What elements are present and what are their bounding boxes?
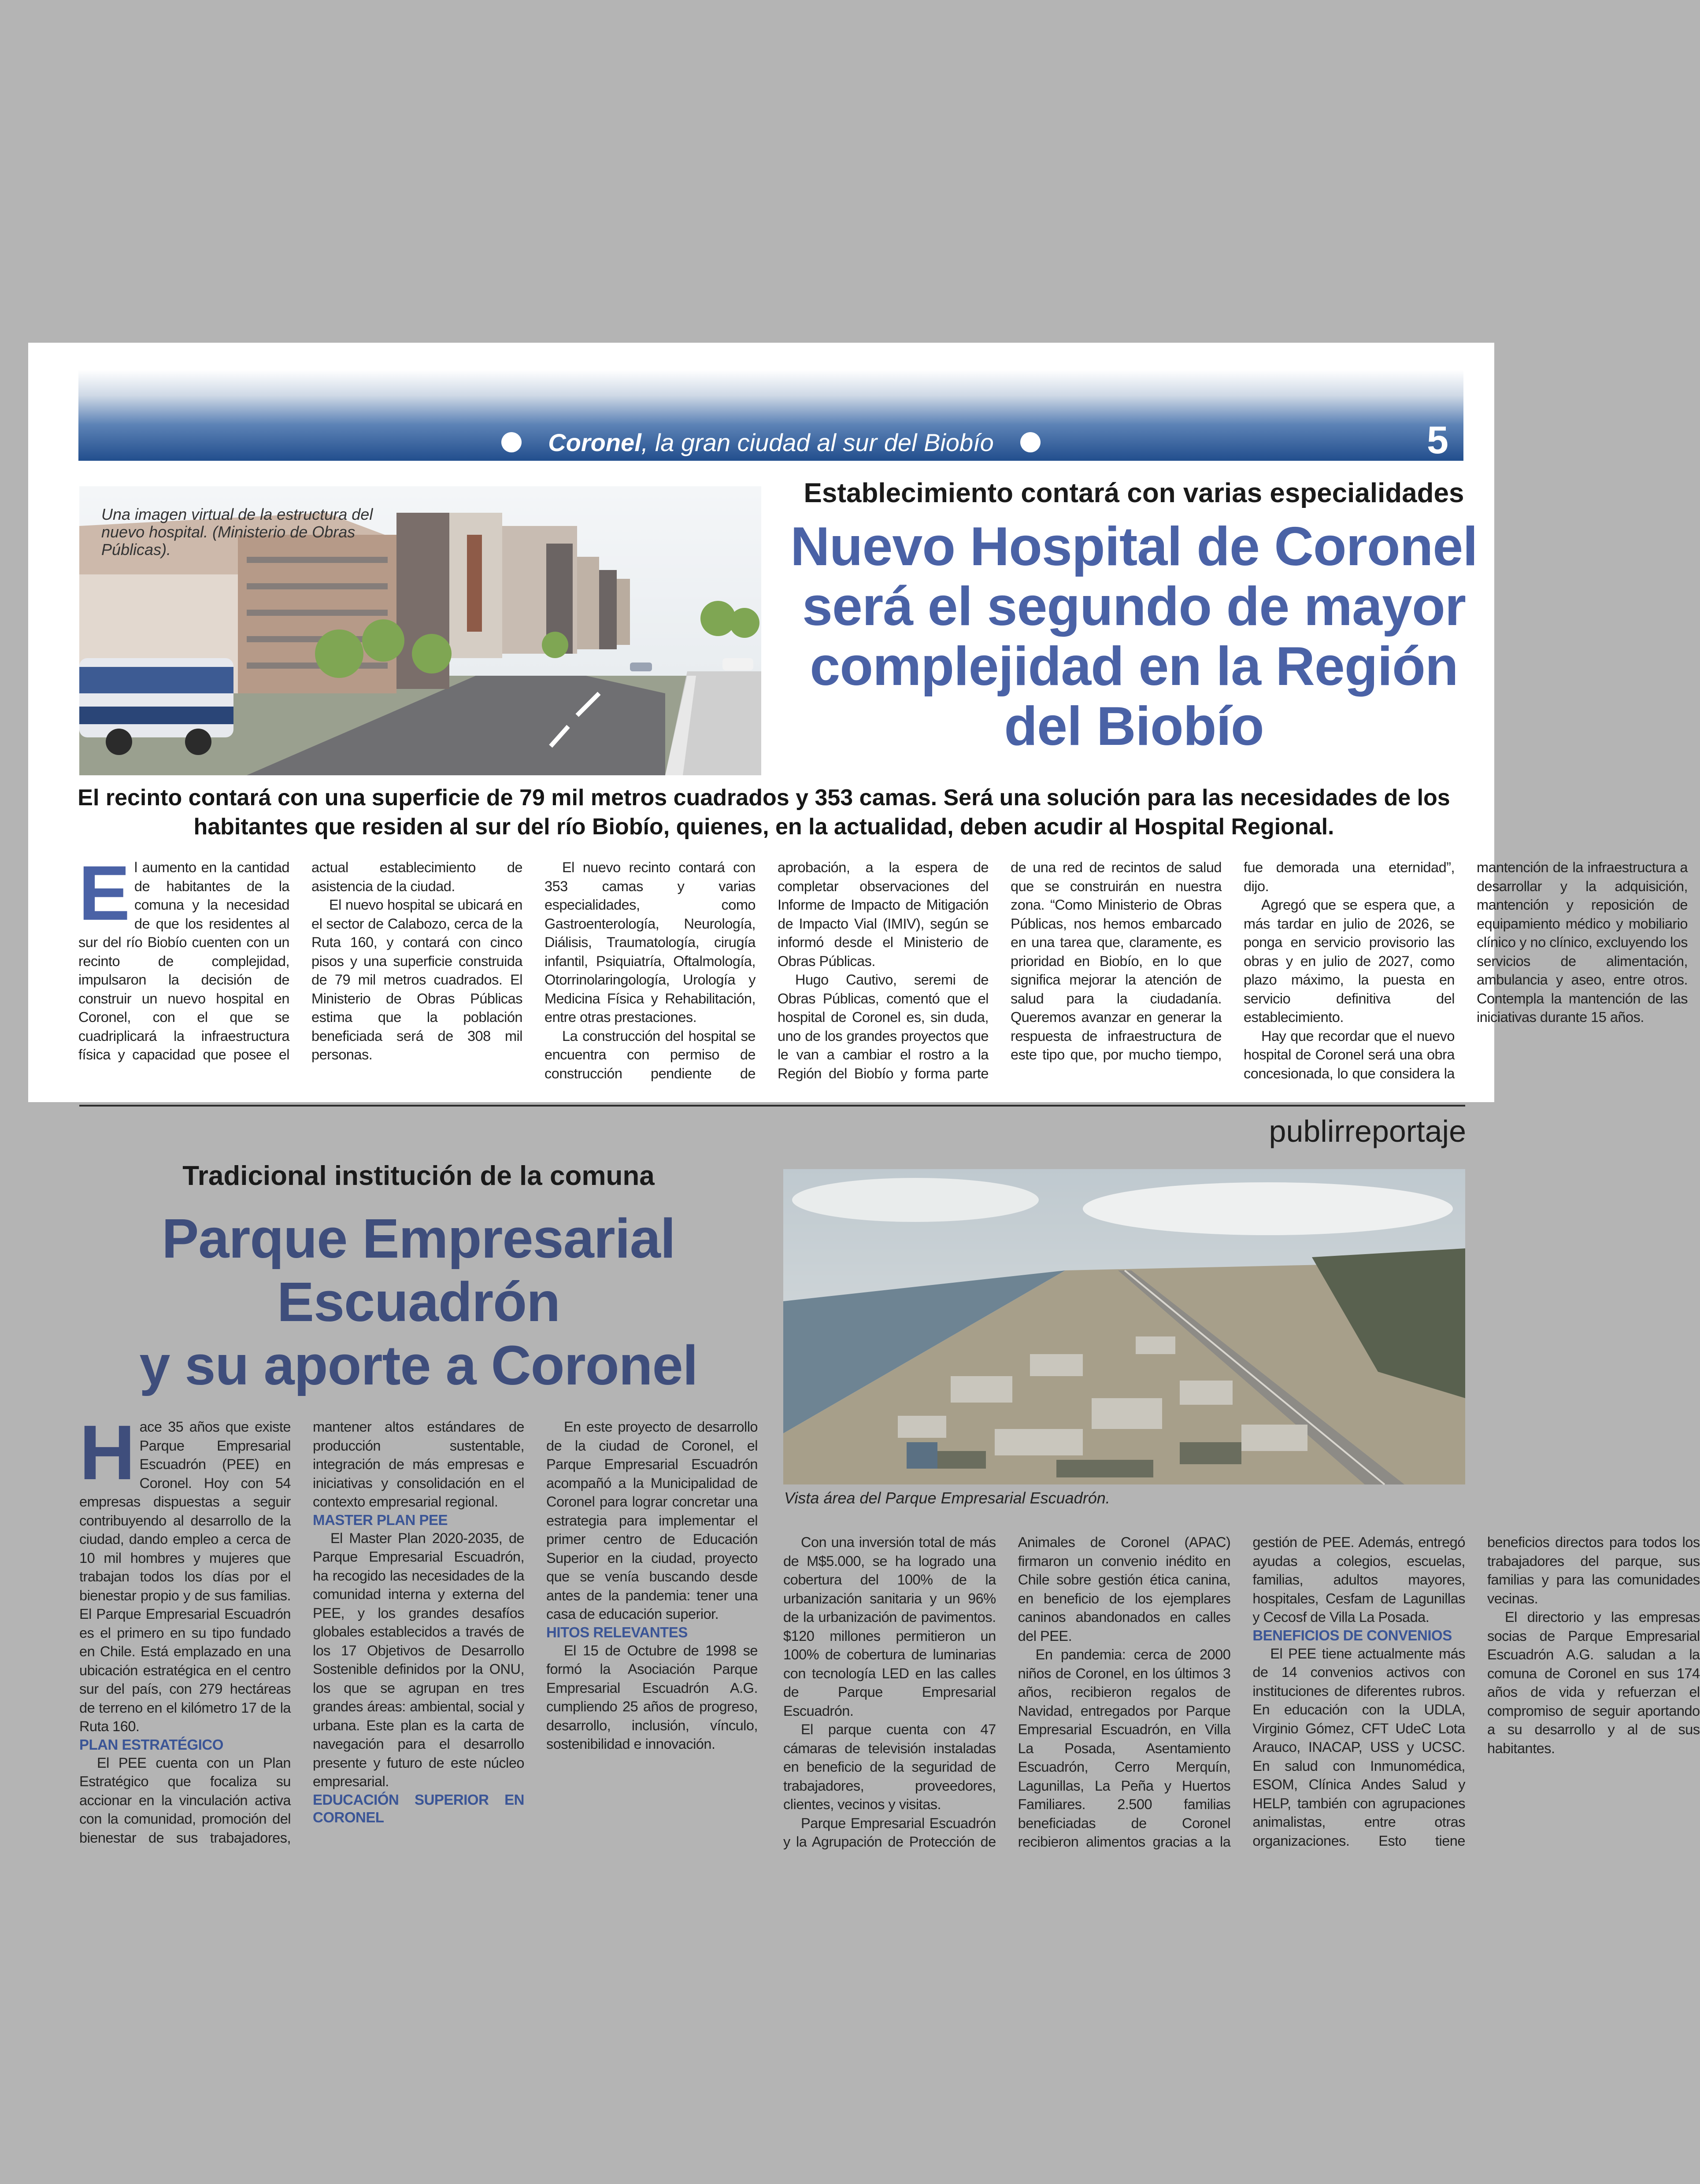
park-body-right-columns xyxy=(783,1533,1700,1859)
park-headline-line-1: Parque Empresarial xyxy=(162,1207,675,1270)
hospital-dropcap: E xyxy=(78,850,130,937)
park-headline xyxy=(79,1207,758,1397)
page-number: 5 xyxy=(1427,418,1448,462)
hospital-paragraph-2: El nuevo hospital se ubicará en el sector de Calabozo, cerca de la Ruta 160, y contará con cinco pisos y una superficie construida de 79 mil metros cuadrados. El Ministerio de Obras Públicas estima que la población beneficiada será de 308 mil personas. xyxy=(311,897,522,1062)
section-header-band xyxy=(78,370,1463,461)
park-paragraph-8: Parque Empresarial Escuadrón y la Agrupación de Protección de Animales de Coronel (APAC) firmaron un convenio inédito en Chile sobre gestión ética canina, en beneficio de los ejemplares caninos abandonados en calles del PEE. xyxy=(783,1534,1231,1850)
divider-rule xyxy=(79,1105,1465,1107)
park-paragraph-5: El 15 de Octubre de 1998 se formó la Asociación Parque Empresarial Escuadrón A.G. cumpliendo 25 años de progreso, desarrollo, inclusión, vínculo, sostenibilidad e innovación. xyxy=(546,1642,758,1752)
subhead-hitos-relevantes: HITOS RELEVANTES xyxy=(546,1624,688,1640)
hospital-paragraph-1: l aumento en la cantidad de habitantes de la comuna y la necesidad de que los residentes al sur del río Biobío cuenten con un recinto de complejidad, impulsaron la decisión de construir un nuevo hospital en Coronel, con el que se cuadriplicará la infraestructura física y capacidad que posee el actual establecimiento de asistencia de la ciudad. xyxy=(78,859,522,1062)
hospital-article-clipping xyxy=(28,343,1688,1102)
park-paragraph-11: El directorio y las empresas socias de Parque Empresarial Escuadrón A.G. saludan a la comuna de Coronel en sus 174 años de vida y refuerzan el compromiso de seguir aportando a su desarrollo y al de sus habitantes. xyxy=(1487,1609,1700,1756)
hospital-body-columns xyxy=(78,850,1688,1087)
bullet-dot-icon xyxy=(501,432,522,452)
park-paragraph-9: En pandemia: cerca de 2000 niños de Coronel, en los últimos 3 años, recibieron regalos de Navidad, entregados por Parque Empresarial Escuadrón, en Villa La Posada, Asentamiento Escuadrón, Cerro Merquín, Lagunillas, La Peña y Huertos Familiares. 2.500 familias beneficiadas de Coronel recibieron alimentos gracias a la gestión de PEE. Además, entregó ayudas a colegios, escuelas, familias, adultos mayores, hospitales, Cesfam de Lagunillas y Cecosf de Villa La Posada. xyxy=(1018,1534,1465,1850)
park-paragraph-2: El PEE cuenta con un Plan Estratégico que focaliza su accionar en la vinculación activa con la comunidad, promoción del bienestar de sus trabajadores, mantener altos estándares de producción sustentable, integración de más empresas e iniciativas y consolidación en el contexto empresarial regional. xyxy=(79,1419,524,1846)
park-headline-line-2: Escuadrón xyxy=(277,1271,560,1333)
park-paragraph-1: ace 35 años que existe Parque Empresarial Escuadrón (PEE) en Coronel. Hoy con 54 empresas dispuestas a seguir contribuyendo al desarrollo de la ciudad, dando empleo a cerca de 10 mil hombres y mujeres que trabajan todos los días por el bienestar propio y de sus familias. El Parque Empresarial Escuadrón es el primero en su tipo fundado en Chile. Está emplazado en una ubicación estratégica en el centro sur del país, con 279 hectáreas de terreno en el kilómetro 17 de la Ruta 160. xyxy=(79,1419,291,1734)
hospital-lead: El recinto contará con una superficie de 79 mil metros cuadrados y 353 camas. Será una solución para las necesidades de los habitantes que residen al sur del río Biobío, quienes, en la actualidad, deben acudir al Hospital Regional. xyxy=(78,785,1450,840)
hospital-paragraph-3: El nuevo recinto contará con 353 camas y varias especialidades, como Gastroenterología, Neurología, Diálisis, Traumatología, cirugía infantil, Psiquiatría, Oftalmología, Otorrinolaringología, Urología y Medicina Física y Rehabilitación, entre otras prestaciones. xyxy=(544,859,756,1025)
hospital-photo-caption: Una imagen virtual de la estructura del nuevo hospital. (Ministerio de Obras Públicas). xyxy=(101,505,373,559)
hospital-body xyxy=(78,850,1688,1087)
park-body-left xyxy=(79,1410,758,1858)
park-paragraph-4: En este proyecto de desarrollo de la ciudad de Coronel, el Parque Empresarial Escuadrón acompañó a la Municipalidad de Coronel para lograr concretar una estrategia para implementar el primer centro de Educación Superior en la ciudad, proyecto que se venía buscando desde antes de la pandemia: tener una casa de educación superior. xyxy=(546,1419,758,1622)
park-paragraph-7: El parque cuenta con 47 cámaras de televisión instaladas en beneficio de la seguridad de trabajadores, proveedores, clientes, vecinos y visitas. xyxy=(783,1721,996,1812)
park-headline-line-3: y su aporte a Coronel xyxy=(139,1334,698,1396)
subhead-master-plan: MASTER PLAN PEE xyxy=(313,1511,448,1528)
park-paragraph-10: El PEE tiene actualmente más de 14 convenios activos con instituciones de diferentes rubros. En educación con la UDLA, Virginio Gómez, CFT UdeC Lota Arauco, INACAP, USS y UCSC. En salud con Inmunomédica, ESOM, Clínica Andes Salud y HELP, también con agrupaciones animalistas, entre otras organizaciones. Esto tiene beneficios directos para todos los trabajadores del parque, sus familias y para las comunidades vecinas. xyxy=(1252,1534,1700,1849)
section-title: Coronel, la gran ciudad al sur del Biobío xyxy=(548,428,994,456)
hospital-paragraph-7: Hay que recordar que el nuevo hospital de Coronel será una obra concesionada, lo que considera la mantención de la infraestructura a desarrollar y la adquisición, mantención y reposición de equipamiento médico y mobiliario clínico y no clínico, excluyendo los servicios de alimentación, ambulancia y aseo, entre otros. Contempla la mantención de las iniciativas durante 15 años. xyxy=(1244,859,1688,1081)
hospital-headline: Nuevo Hospital de Coronel será el segundo de mayor complejidad en la Región del Biobío xyxy=(790,516,1478,757)
bullet-dot-icon xyxy=(1020,432,1041,452)
publirreportaje-label: publirreportaje xyxy=(1269,1114,1466,1148)
subhead-beneficios-convenios: BENEFICIOS DE CONVENIOS xyxy=(1252,1627,1452,1644)
section-header xyxy=(78,424,1463,461)
hospital-kicker: Establecimiento contará con varias especialidades xyxy=(804,478,1464,508)
hospital-paragraph-6: Agregó que se espera que, a más tardar en julio de 2026, se ponga en servicio provisorio las obras y en julio de 2027, como plazo máximo, la puesta en servicio definitiva del establecimiento. xyxy=(1244,897,1455,1025)
park-paragraph-6: Con una inversión total de más de M$5.000, se ha logrado una cobertura del 100% de la urbanización sanitaria y un 96% de la urbanización de pavimentos. $120 millones permitieron un 100% de cobertura de luminarias con tecnología LED en las calles de Parque Empresarial Escuadrón. xyxy=(783,1534,996,1719)
hospital-paragraph-5: Hugo Cautivo, seremi de Obras Públicas, comentó que el hospital de Coronel es, sin duda, uno de los grandes proyectos que le van a cambiar el rostro a la Región del Biobío y forma parte de una red de recintos de salud que se construirán en nuestra zona. “Como Ministerio de Obras Públicas, nos hemos embarcado en una tarea que, claramente, es prioridad en Biobío, en lo que significa mejorar la atención de salud para la ciudadanía. Queremos avanzar en generar la respuesta de infraestructura de este tipo que, por mucho tiempo, fue demorada una eternidad”, dijo. xyxy=(778,859,1455,1081)
park-body-right xyxy=(783,1533,1700,1859)
park-body-left-columns xyxy=(79,1410,758,1858)
park-photo-caption: Vista área del Parque Empresarial Escuadrón. xyxy=(784,1489,1110,1507)
park-paragraph-3: El Master Plan 2020-2035, de Parque Empresarial Escuadrón, ha recogido las necesidades de la comunidad interna y externa del PEE, y los grandes desafíos globales establecidos a través de los 17 Objetivos de Desarrollo Sostenible definidos por la ONU, los que se agrupan en tres grandes áreas: ambiental, social y urbana. Este plan es la carta de navegación para el desarrollo presente y futuro de este núcleo empresarial. xyxy=(313,1530,524,1789)
park-aerial-image xyxy=(783,1169,1465,1484)
park-dropcap: H xyxy=(79,1410,135,1496)
park-kicker: Tradicional institución de la comuna xyxy=(182,1161,655,1191)
subhead-educacion-superior: EDUCACIÓN SUPERIOR EN CORONEL xyxy=(313,1791,524,1825)
hospital-paragraph-4: La construcción del hospital se encuentra con permiso de construcción pendiente de aprobación, a la espera de completar observaciones del Informe de Impacto de Mitigación de Impacto Vial (IMIV), según se informó desde el Ministerio de Obras Públicas. xyxy=(544,859,989,1081)
subhead-plan-estrategico: PLAN ESTRATÉGICO xyxy=(79,1736,223,1753)
